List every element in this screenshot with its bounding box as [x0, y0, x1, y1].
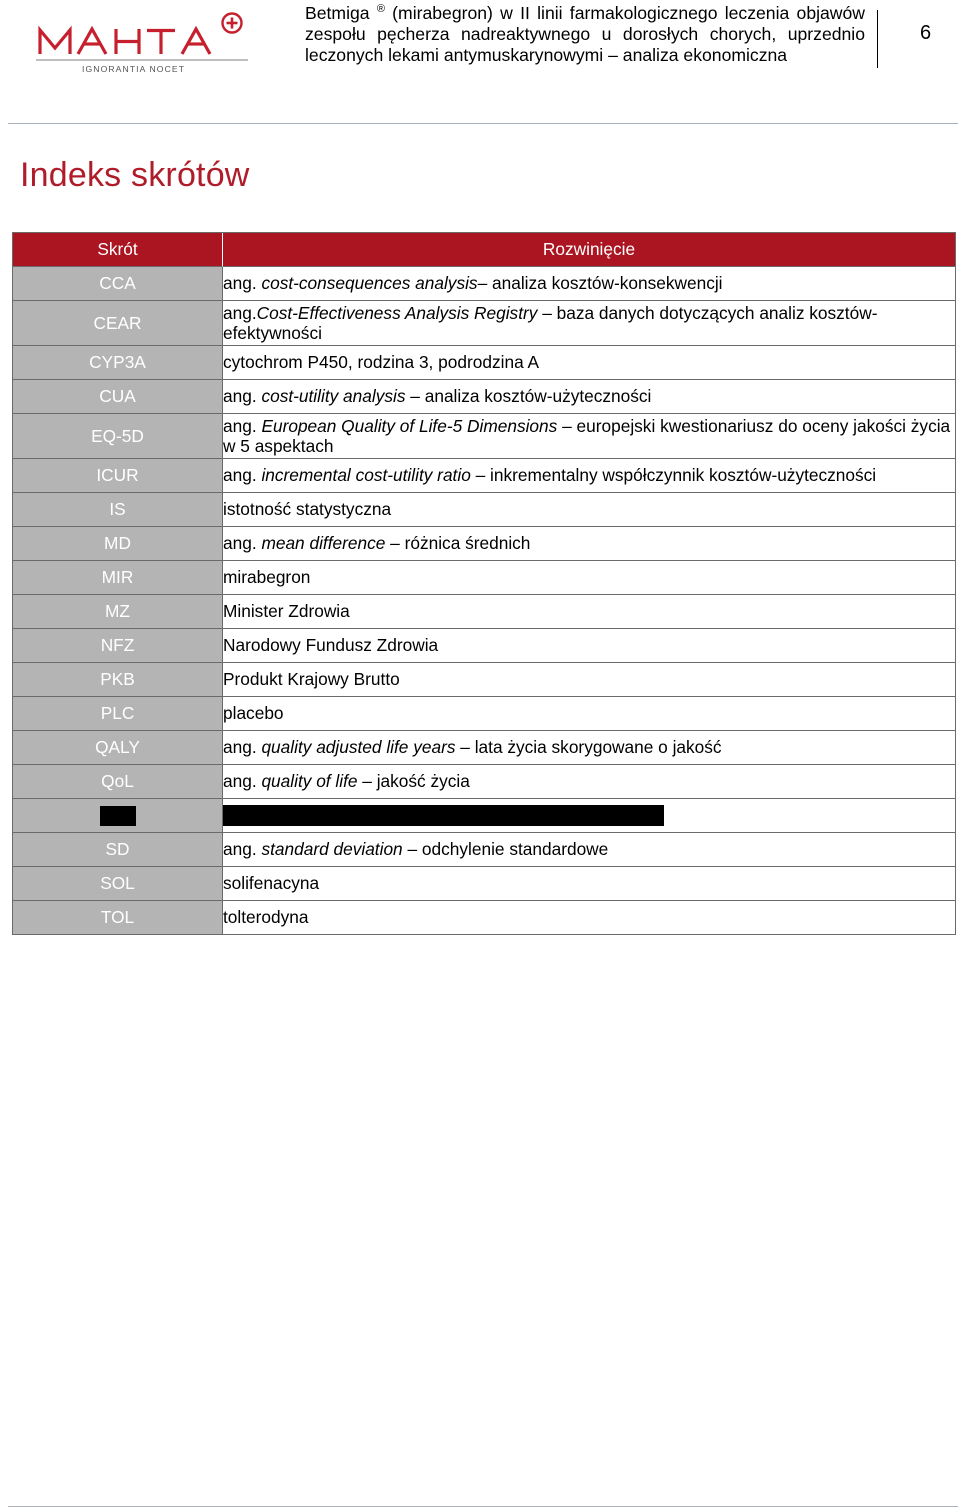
prefix-text: ang. — [223, 386, 262, 407]
definition-cell: istotność statystyczna — [223, 493, 956, 527]
definition-cell — [223, 459, 956, 493]
definition-cell — [223, 267, 956, 301]
definition-cell: Narodowy Fundusz Zdrowia — [223, 629, 956, 663]
definition-cell — [223, 527, 956, 561]
table-row — [13, 595, 956, 629]
definition-cell — [223, 414, 956, 459]
polish-term: odchylenie standardowe — [421, 839, 609, 860]
polish-term: analiza kosztów-użyteczności — [424, 386, 652, 407]
definition-cell: solifenacyna — [223, 867, 956, 901]
abbr-cell: CEAR — [13, 301, 223, 346]
definition-cell: cytochrom P450, rodzina 3, podrodzina A — [223, 346, 956, 380]
prefix-text: ang. — [223, 737, 262, 758]
logo-tagline: IGNORANTIA NOCET — [82, 64, 186, 74]
english-term: incremental cost-utility ratio — [261, 465, 471, 486]
table-row — [13, 346, 956, 380]
abbr-cell — [13, 799, 223, 833]
table-row — [13, 493, 956, 527]
table-row — [13, 561, 956, 595]
polish-term: europejski kwestionariusz do oceny jakości życia w 5 aspektach — [223, 415, 951, 456]
prefix-text: ang. — [223, 771, 262, 792]
abbr-cell: ICUR — [13, 459, 223, 493]
table-row — [13, 459, 956, 493]
english-term: quality adjusted life years — [261, 737, 456, 758]
abbr-cell: TOL — [13, 901, 223, 935]
definition-cell — [223, 765, 956, 799]
abbr-cell: CUA — [13, 380, 223, 414]
polish-term: różnica średnich — [404, 533, 531, 554]
cross-circle-icon — [223, 14, 242, 33]
table-row — [13, 663, 956, 697]
document-title: Betmiga ® (mirabegron) w II linii farmakologicznego leczenia objawów zespołu pęcherza nadreaktywnego u dorosłych chorych, uprzednio leczonych lekami antymuskarynowymi – analiza ekonomiczna — [305, 3, 866, 65]
table-body — [13, 267, 956, 935]
separator: – — [385, 533, 405, 554]
definition-cell: Minister Zdrowia — [223, 595, 956, 629]
footer-rule — [8, 1506, 958, 1507]
abbr-cell: NFZ — [13, 629, 223, 663]
definition-cell — [223, 731, 956, 765]
definition-cell: mirabegron — [223, 561, 956, 595]
separator: – — [455, 737, 475, 758]
prefix-text: ang. — [223, 415, 262, 436]
table-row — [13, 697, 956, 731]
table-row — [13, 301, 956, 346]
english-term: standard deviation — [261, 839, 403, 860]
prefix-text: ang. — [223, 839, 262, 860]
abbr-cell: MD — [13, 527, 223, 561]
redaction-block — [100, 806, 136, 826]
definition-cell: placebo — [223, 697, 956, 731]
header-divider — [877, 10, 878, 68]
abbr-cell: SOL — [13, 867, 223, 901]
abbr-cell: QoL — [13, 765, 223, 799]
separator: – — [557, 415, 577, 436]
prefix-text: ang. — [223, 465, 262, 486]
separator: – — [470, 465, 491, 486]
section-title: Indeks skrótów — [20, 156, 250, 194]
table-row — [13, 629, 956, 663]
english-term: European Quality of Life-5 Dimensions — [261, 415, 558, 436]
table-row — [13, 731, 956, 765]
header-expansion: Rozwinięcie — [223, 233, 956, 267]
english-term: quality of life — [261, 771, 358, 792]
abbr-cell: EQ-5D — [13, 414, 223, 459]
definition-cell: tolterodyna — [223, 901, 956, 935]
separator: – — [537, 302, 557, 323]
separator: – — [477, 273, 492, 294]
definition-cell — [223, 301, 956, 346]
abbr-cell: PKB — [13, 663, 223, 697]
abbr-cell: IS — [13, 493, 223, 527]
redaction-block — [223, 805, 664, 826]
definition-cell — [223, 833, 956, 867]
table-row — [13, 527, 956, 561]
english-term: mean difference — [261, 533, 386, 554]
abbr-cell: MZ — [13, 595, 223, 629]
separator: – — [402, 839, 422, 860]
table-row — [13, 901, 956, 935]
abbreviations-table — [12, 232, 956, 935]
polish-term: jakość życia — [376, 771, 470, 792]
redacted-row — [13, 799, 956, 833]
polish-term: inkrementalny współczynnik kosztów-użyteczności — [490, 465, 877, 486]
header-rule — [8, 123, 958, 124]
table-row — [13, 267, 956, 301]
prefix-text: ang. — [223, 273, 262, 294]
abbr-cell: CYP3A — [13, 346, 223, 380]
english-term: cost-consequences analysis — [261, 273, 478, 294]
table-row — [13, 867, 956, 901]
english-term: cost-utility analysis — [261, 386, 406, 407]
separator: – — [357, 771, 377, 792]
definition-cell: Produkt Krajowy Brutto — [223, 663, 956, 697]
abbr-cell: CCA — [13, 267, 223, 301]
table-row — [13, 380, 956, 414]
definition-cell — [223, 799, 956, 833]
separator: – — [405, 386, 425, 407]
abbr-cell: PLC — [13, 697, 223, 731]
polish-term: baza danych dotyczących analiz kosztów-efektywności — [223, 302, 878, 343]
mahta-logo — [36, 8, 248, 78]
abbr-cell: QALY — [13, 731, 223, 765]
prefix-text: ang. — [223, 302, 257, 323]
abbr-cell: SD — [13, 833, 223, 867]
table-row — [13, 833, 956, 867]
polish-term: analiza kosztów-konsekwencji — [492, 273, 723, 294]
abbr-cell: MIR — [13, 561, 223, 595]
table-row — [13, 414, 956, 459]
english-term: Cost-Effectiveness Analysis Registry — [256, 302, 538, 323]
definition-cell — [223, 380, 956, 414]
table-row — [13, 765, 956, 799]
header-abbr: Skrót — [13, 233, 223, 267]
prefix-text: ang. — [223, 533, 262, 554]
polish-term: lata życia skorygowane o jakość — [474, 737, 722, 758]
registered-mark: ® — [376, 3, 385, 16]
page-number: 6 — [920, 22, 932, 44]
